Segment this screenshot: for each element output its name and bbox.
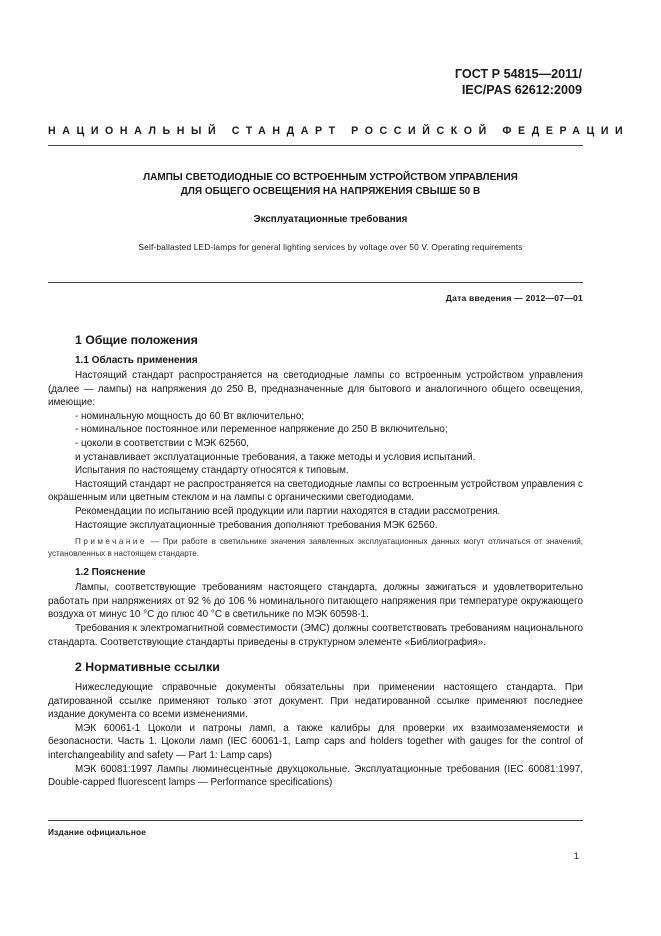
- note-text: — При работе в светильнике значения заявленных эксплуатационных данных могут отличаться от значений, установленных в настоящем стандарте.: [48, 537, 583, 559]
- document-subtitle: Эксплуатационные требования: [253, 214, 408, 225]
- national-standard-header: НАЦИОНАЛЬНЫЙ СТАНДАРТ РОССИЙСКОЙ ФЕДЕРАЦИИ: [48, 125, 630, 137]
- section-1-1-body: [48, 369, 583, 560]
- title-line1: ЛАМПЫ СВЕТОДИОДНЫЕ СО ВСТРОЕННЫМ УСТРОЙСТВОМ УПРАВЛЕНИЯ: [143, 172, 518, 183]
- section-1-2-body: [48, 581, 583, 649]
- document-title: [48, 171, 613, 198]
- paragraph: Настоящий стандарт не распространяется на светодиодные лампы со встроенным устройством управления с окрашенным или цветным стеклом и на лампы с органическими светодиодами.: [48, 478, 583, 504]
- section-2-heading: 2 Нормативные ссылки: [75, 660, 220, 675]
- english-title: Self-ballasted LED-lamps for general lighting services by voltage over 50 V. Operating requirements: [138, 242, 523, 252]
- section-1-heading: 1 Общие положения: [75, 333, 198, 347]
- paragraph: Настоящий стандарт распространяется на светодиодные лампы со встроенным устройством управления (далее — лампы) на напряжения до 250 В, предназначенные для бытового и аналогичного общего освещения, имеющие:: [48, 370, 583, 409]
- paragraph: МЭК 60081:1997 Лампы люминесцентные двухцокольные. Эксплуатационные требования (IEC 60081:1997, Double-capped fluorescent lamps — Performance specifications): [48, 763, 583, 789]
- introduction-date: Дата введения — 2012—07—01: [445, 293, 583, 303]
- page-number: 1: [573, 851, 579, 861]
- standard-number-line1: ГОСТ Р 54815—2011/: [454, 67, 582, 81]
- standard-number: [455, 66, 582, 98]
- note: [48, 536, 583, 560]
- paragraph: и устанавливает эксплуатационные требования, а также методы и условия испытаний.: [75, 451, 476, 463]
- list-item: - номинальную мощность до 60 Вт включительно;: [75, 410, 305, 422]
- main-content: [48, 332, 583, 790]
- title-line2: ДЛЯ ОБЩЕГО ОСВЕЩЕНИЯ НА НАПРЯЖЕНИЯ СВЫШЕ 50 В: [180, 185, 481, 197]
- paragraph: Настоящие эксплуатационные требования дополняют требования МЭК 62560.: [75, 519, 438, 531]
- paragraph: Испытания по настоящему стандарту относятся к типовым.: [75, 465, 349, 477]
- title-divider: [48, 282, 583, 283]
- paragraph: Требования к электромагнитной совместимости (ЭМС) должны соответствовать требованиям национального стандарта. Соответствующие стандарты приведены в структурном элементе «Библиография».: [48, 622, 583, 648]
- paragraph: Нижеследующие справочные документы обязательны при применении настоящего стандарта. При датированной ссылке применяют только этот документ. При недатированной ссылке применяют последнее издание документа со всеми изменениями.: [48, 682, 583, 721]
- section-1-1-heading: 1.1 Область применения: [75, 355, 198, 366]
- footer-divider: [48, 820, 583, 821]
- list-item: - цоколи в соответствии с МЭК 62560,: [75, 437, 250, 449]
- section-1-2-heading: 1.2 Пояснение: [75, 567, 146, 579]
- note-label: Примечание: [75, 537, 147, 547]
- standard-number-line2: IEC/PAS 62612:2009: [461, 83, 582, 97]
- paragraph: Лампы, соответствующие требованиям настоящего стандарта, должны зажигаться и удовлетворительно работать при напряжениях от 92 % до 106 % номинального питающего напряжения при температуре окружающего воздуха от минус 10 °С до плюс 40 °С в светильнике по МЭК 60598-1.: [48, 582, 583, 621]
- header-divider: [48, 145, 583, 146]
- paragraph: Рекомендации по испытанию всей продукции или партии находятся в стадии рассмотрения.: [75, 505, 501, 517]
- paragraph: МЭК 60061-1 Цоколи и патроны ламп, а также калибры для проверки их взаимозаменяемости и безопасности. Часть 1. Цоколи ламп (IEC 60061-1, Lamp caps and holders together with gauges for the control of interchangeability and safety — Part 1: Lamp caps): [48, 722, 583, 762]
- section-2-body: [48, 681, 583, 790]
- list-item: - номинальное постоянное или переменное напряжение до 250 В включительно;: [75, 424, 448, 436]
- edition-label: Издание официальное: [48, 827, 147, 837]
